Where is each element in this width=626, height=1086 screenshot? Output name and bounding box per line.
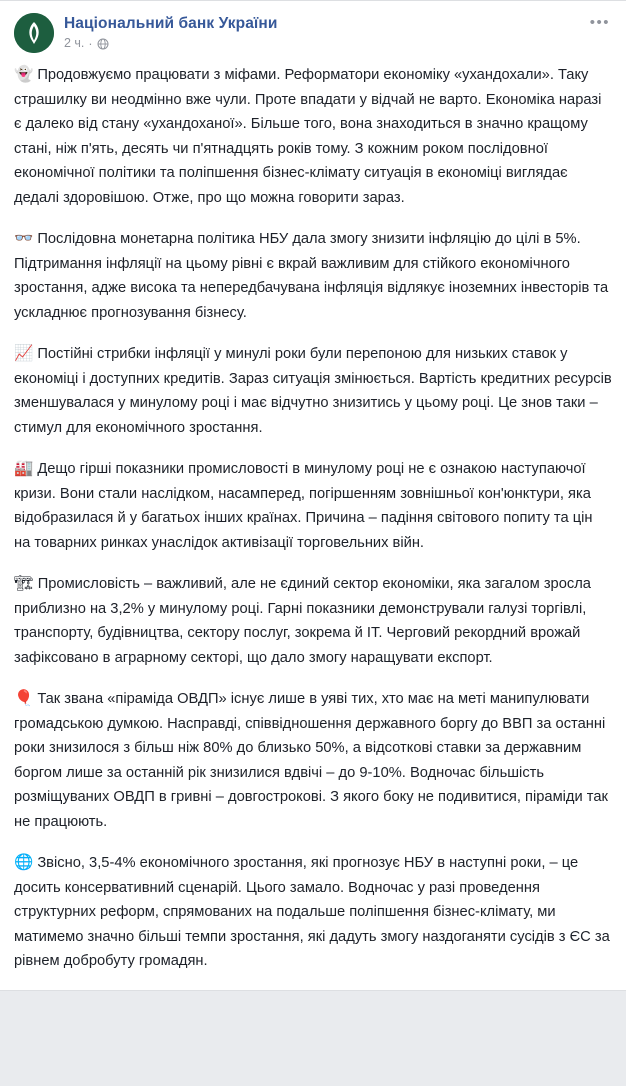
avatar[interactable] [14,13,54,53]
post-header-text [64,13,277,51]
chart-increasing-emoji: 📈 [14,345,34,362]
post-paragraph [14,687,612,834]
post-paragraph [14,572,612,670]
post-paragraph-text: Постійні стрибки інфляції у минулі роки були перепоною для низьких ставок у економіці і доступних кредитів. Зараз ситуація змінюється. Вартість кредитних ресурсів зменшувалася у минулому році і має відчутно знизитись у цьому році. Це знов таки – стимул для економічного зростання. [14,346,612,436]
ghost-emoji: 👻 [14,66,34,83]
post-paragraph [14,63,612,210]
page-name[interactable]: Національний банк України [64,15,278,32]
post-paragraph-text: Послідовна монетарна політика НБУ дала змогу знизити інфляцію до цілі в 5%. Підтримання інфляції на цьому рівні є вкрай важливим для стійкого економічного зростання, адже висока та непередбачувана інфляція відлякує іноземних інвесторів та ускладнює прогнозування бізнесу. [14,231,609,321]
globe-icon[interactable] [97,38,109,50]
factory-emoji: 🏭 [14,460,34,477]
balloon-emoji: 🎈 [14,690,34,707]
post-body [0,59,626,990]
glasses-emoji: 👓 [14,230,34,247]
post-timestamp[interactable]: 2 ч. [64,36,85,50]
post-paragraph-text: Продовжуємо працювати з міфами. Реформатори економіку «ухандохали». Таку страшилку ви неодмінно вже чули. Проте впадати у відчай не варто. Економіка наразі є далеко від стану «ухандоханої». Більше того, вона знаходиться в значно кращому стані, ніж п'ять, десять чи п'ятнадцять років тому. З кожним роком послідовної економічної політики та поліпшення бізнес-клімату ситуація в економіці виглядає дедалі здоровішою. Отже, про що можна говорити зараз. [14,67,602,206]
post-paragraph-text: Звісно, 3,5-4% економічного зростання, які прогнозує НБУ в наступні роки, – це досить консервативний сценарій. Цього замало. Водночас у разі проведення структурних реформ, спрямованих на подальше поліпшення бізнес-клімату, ми матимемо значно більші темпи зростання, які дадуть змогу наздоганяти сусідів з ЄС за рівнем добробуту громадян. [14,855,610,969]
nbu-logo-icon [14,13,54,53]
post-paragraph-text: Так звана «піраміда ОВДП» існує лише в уяві тих, хто має на меті манипулювати громадською думкою. Насправді, співвідношення державного боргу до ВВП за останні роки знизилося з більш ніж 80% до близько 50%, а відсоткові ставки за державним боргом лише за останній рік знизилися вдвічі – до 9-10%. Водночас більшість розміщуваних ОВДП в гривні – довгострокові. З якого боку не подивитися, піраміди так не працюють. [14,691,608,830]
post-paragraph-text: Дещо гірші показники промисловості в минулому році не є ознакою наступаючої кризи. Вони стали наслідком, насамперед, погіршенням зовнішньої кон'юнктури, яка відобразилася й у багатьох інших країнах. Причина – падіння світового попиту та цін на товарних ринках унаслідок активізації торговельних війн. [14,461,593,551]
post-paragraph-text: Промисловість – важливий, але не єдиний сектор економіки, яка загалом зросла приблизно на 3,2% у минулому році. Гарні показники демонстрували галузі торгівлі, транспорту, будівництва, сектору послуг, зокрема й IT. Черговий рекордний врожай зафіксовано в аграрному секторі, що дало змогу наращувати експорт. [14,576,591,666]
meta-separator: · [88,36,93,51]
post-paragraph [14,227,612,325]
post-more-options-button[interactable]: ••• [589,14,610,31]
construction-emoji: 🏗 [14,575,34,592]
post-paragraph [14,342,612,440]
post-header [0,1,626,59]
globe-emoji: 🌐 [14,854,34,871]
post-meta [64,36,277,51]
post-paragraph [14,457,612,555]
post-paragraph [14,851,612,974]
